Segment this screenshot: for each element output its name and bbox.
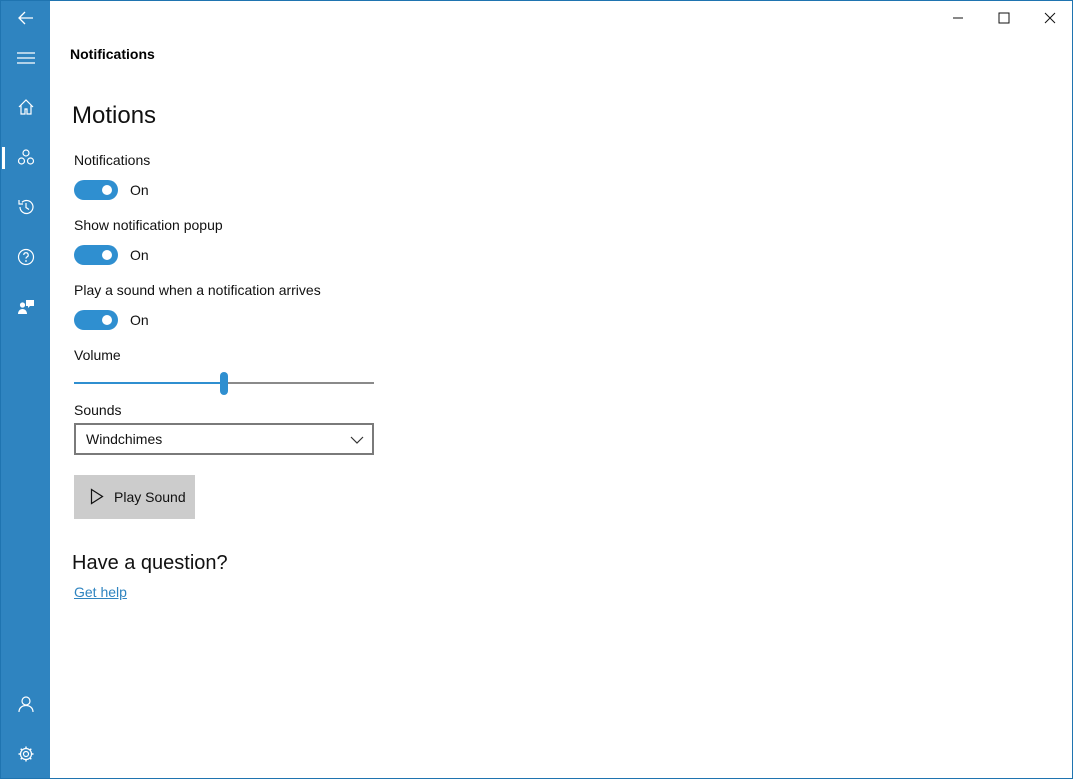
devices-icon <box>17 148 35 166</box>
close-icon <box>1044 12 1056 24</box>
sound-toggle-state: On <box>130 312 149 328</box>
chevron-down-icon <box>350 433 364 447</box>
maximize-button[interactable] <box>981 1 1027 34</box>
popup-toggle-state: On <box>130 247 149 263</box>
hamburger-menu-icon <box>17 49 35 67</box>
help-section-title: Have a question? <box>72 552 228 574</box>
toggle-knob <box>102 315 112 325</box>
nav-item-help[interactable] <box>1 233 50 281</box>
nav-item-feedback[interactable] <box>1 283 50 331</box>
volume-slider-thumb[interactable] <box>220 372 228 395</box>
sound-label: Play a sound when a notification arrives <box>74 282 321 298</box>
play-sound-button[interactable] <box>74 475 195 519</box>
nav-item-account[interactable] <box>1 680 50 728</box>
notifications-toggle[interactable] <box>74 180 118 200</box>
play-sound-label: Play Sound <box>114 489 186 505</box>
notifications-toggle-state: On <box>130 182 149 198</box>
history-icon <box>17 198 35 216</box>
back-arrow-icon <box>17 9 35 27</box>
nav-item-home[interactable] <box>1 83 50 131</box>
volume-label: Volume <box>74 347 121 363</box>
account-icon <box>17 695 35 713</box>
sounds-selected-value: Windchimes <box>86 431 163 447</box>
maximize-icon <box>998 12 1010 24</box>
toggle-knob <box>102 185 112 195</box>
help-icon <box>17 248 35 266</box>
get-help-link[interactable]: Get help <box>74 584 127 600</box>
sounds-label: Sounds <box>74 402 122 418</box>
sound-toggle[interactable] <box>74 310 118 330</box>
popup-toggle[interactable] <box>74 245 118 265</box>
minimize-button[interactable] <box>935 1 981 34</box>
section-title: Motions <box>72 102 157 129</box>
settings-gear-icon <box>17 745 35 763</box>
hamburger-menu-button[interactable] <box>1 34 50 82</box>
home-icon <box>17 98 35 116</box>
nav-rail <box>1 1 50 778</box>
notifications-label: Notifications <box>74 152 151 168</box>
play-icon <box>90 488 104 505</box>
close-button[interactable] <box>1027 1 1073 34</box>
nav-item-settings[interactable] <box>1 730 50 778</box>
minimize-icon <box>952 12 964 24</box>
nav-item-devices[interactable] <box>1 133 50 181</box>
sounds-dropdown[interactable] <box>74 423 374 455</box>
toggle-knob <box>102 250 112 260</box>
nav-item-history[interactable] <box>1 183 50 231</box>
popup-label: Show notification popup <box>74 217 223 233</box>
page-title: Notifications <box>70 46 155 62</box>
feedback-icon <box>17 298 35 316</box>
volume-slider-fill <box>74 382 224 384</box>
